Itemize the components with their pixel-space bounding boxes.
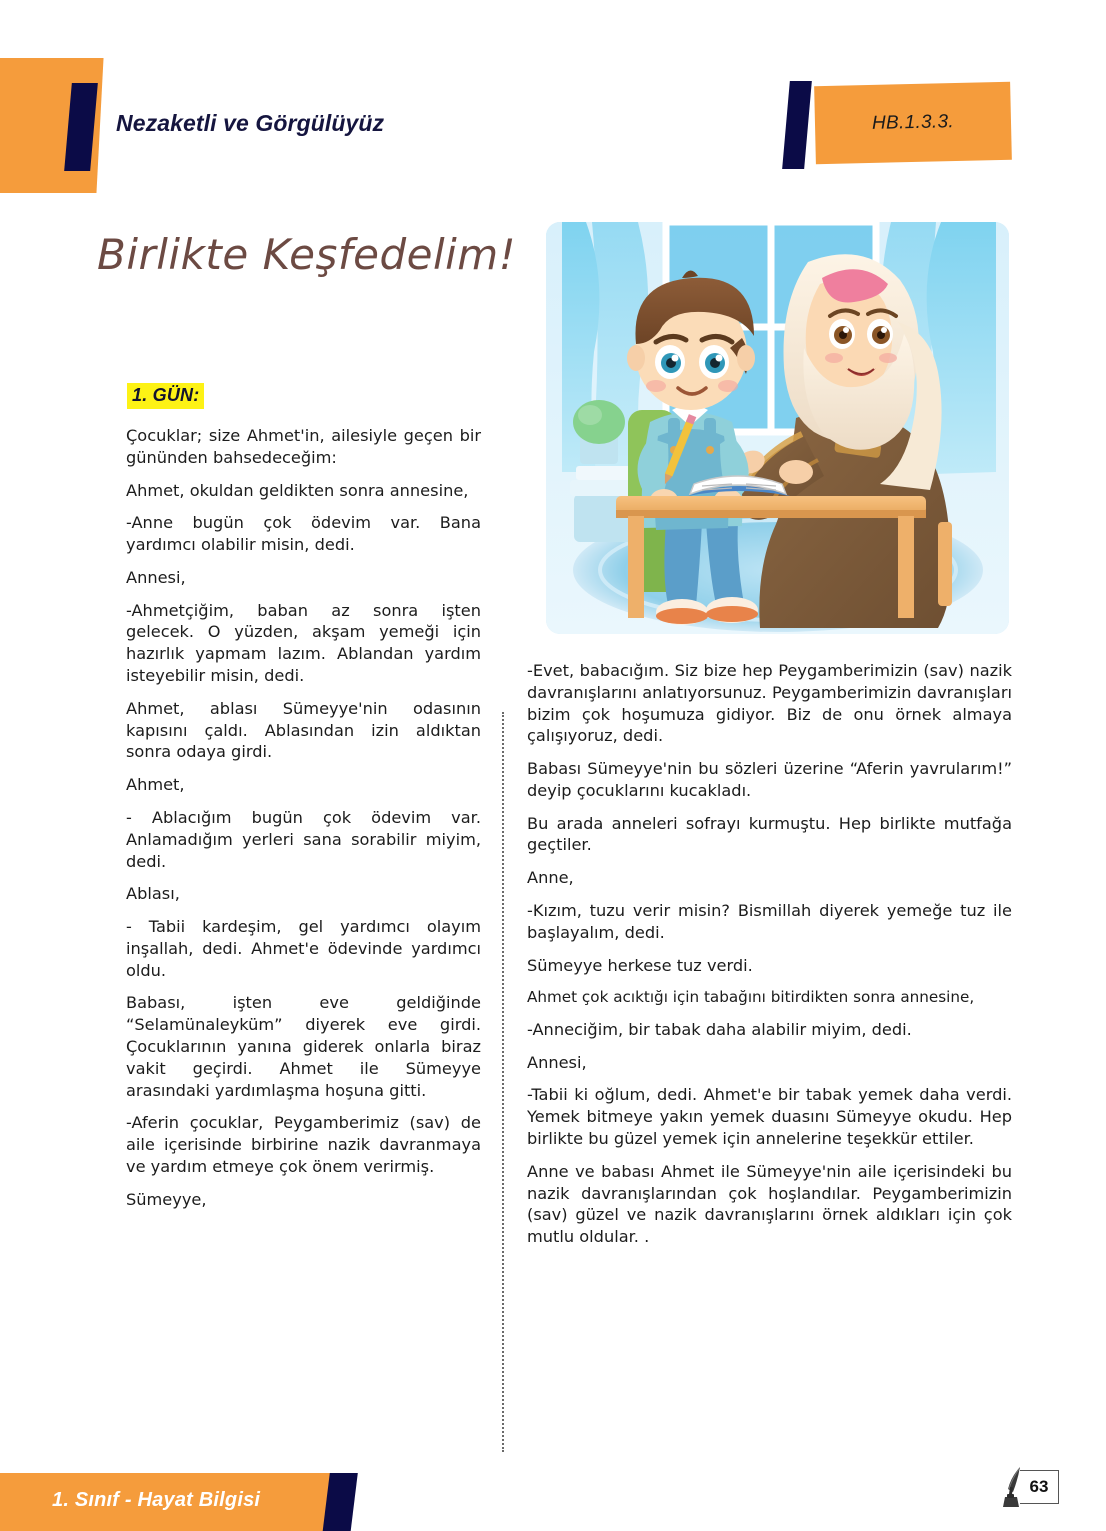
paragraph: Annesi, <box>126 567 186 587</box>
paragraph: Anne ve babası Ahmet ile Sümeyye'nin aile içerisindeki bu nazik davranışlarından çok hoşlandılar. Peygamberimizin (sav) güzel ve nazik davranışlarını örnek aldıkları için çok mutlu oldular. . <box>527 1161 1012 1247</box>
outcome-badge-navy-bar <box>782 81 812 169</box>
page-number-group <box>998 1465 1064 1511</box>
paragraph: Ahmet, okuldan geldikten sonra annesine, <box>126 480 469 500</box>
paragraph: Ahmet, <box>126 775 185 795</box>
page-number: 63 <box>1020 1470 1059 1504</box>
paragraph: - Ablacığım bugün çok ödevim var. Anlamadığım yerleri sana sorabilir miyim, dedi. <box>126 807 481 871</box>
footer-label: 1. Sınıf - Hayat Bilgisi <box>52 1489 261 1511</box>
paragraph: Anne, <box>527 868 574 888</box>
paragraph: Babası Sümeyye'nin bu sözleri üzerine “Aferin yavrularım!” deyip çocuklarını kucakladı. <box>527 759 1012 800</box>
paragraph: Sümeyye, <box>126 1189 207 1209</box>
lesson-illustration <box>546 222 1009 634</box>
right-text-column <box>527 660 1012 1248</box>
outcome-code: HB.1.3.3. <box>871 111 955 134</box>
paragraph: -Ahmetçiğim, baban az sonra işten gelecek. O yüzden, akşam yemeği için hazırlık yapmam lazım. Ablandan yardım isteyebilir misin, dedi. <box>126 600 481 686</box>
paragraph: Sümeyye herkese tuz verdi. <box>527 955 753 975</box>
paragraph: -Kızım, tuzu verir misin? Bismillah diyerek yemeğe tuz ile başlayalım, dedi. <box>527 901 1012 942</box>
paragraph: -Anne bugün çok ödevim var. Bana yardımcı olabilir misin, dedi. <box>126 513 481 555</box>
paragraph: -Evet, babacığım. Siz bize hep Peygamberimizin (sav) nazik davranışlarını anlatıyorsunuz. Peygamberimizin davranışları bizim çok hoşumuza gidiyor. Biz de onu örnek almaya çalışıyoruz, dedi. <box>527 661 1012 746</box>
paragraph: Çocuklar; size Ahmet'in, ailesiyle geçen bir gününden bahsedeceğim: <box>126 426 481 467</box>
unit-title: Nezaketli ve Görgülüyüz <box>116 110 385 136</box>
paragraph: Ahmet çok acıktığı için tabağını bitirdikten sonra annesine, <box>527 988 975 1007</box>
paragraph: Babası, işten eve geldiğinde “Selamünaleyküm” diyerek eve girdi. Çocuklarının yanına giderek onlarla biraz vakit geçirdi. Ahmet ile Sümeyye arasındaki yardımlaşma hoşuna gitti. <box>126 993 481 1100</box>
paragraph: -Anneciğim, bir tabak daha alabilir miyim, dedi. <box>527 1019 912 1039</box>
paragraph: Bu arada anneleri sofrayı kurmuştu. Hep birlikte mutfağa geçtiler. <box>527 813 1012 855</box>
paragraph: Ahmet, ablası Sümeyye'nin odasının kapısını çaldı. Ablasından izin aldıktan sonra odaya girdi. <box>126 698 481 762</box>
paragraph: -Tabii ki oğlum, dedi. Ahmet'e bir tabak yemek daha verdi. Yemek bitmeye yakın yemek duasını Sümeyye okudu. Hep birlikte bu güzel yemek için annelerine teşekkür ettiler. <box>527 1085 1012 1148</box>
day-label: 1. GÜN: <box>127 383 204 409</box>
page-title: Birlikte Keşfedelim! <box>97 230 517 279</box>
paragraph: - Tabii kardeşim, gel yardımcı olayım inşallah, dedi. Ahmet'e ödevinde yardımcı oldu. <box>126 917 481 980</box>
paragraph: Annesi, <box>527 1052 587 1072</box>
paragraph: -Aferin çocuklar, Peygamberimiz (sav) de aile içerisinde birbirine nazik davranmaya ve yardım etmeye çok önem verirmiş. <box>126 1113 481 1176</box>
left-text-column <box>126 425 481 1210</box>
column-divider <box>502 712 504 1452</box>
paragraph: Ablası, <box>126 884 180 904</box>
